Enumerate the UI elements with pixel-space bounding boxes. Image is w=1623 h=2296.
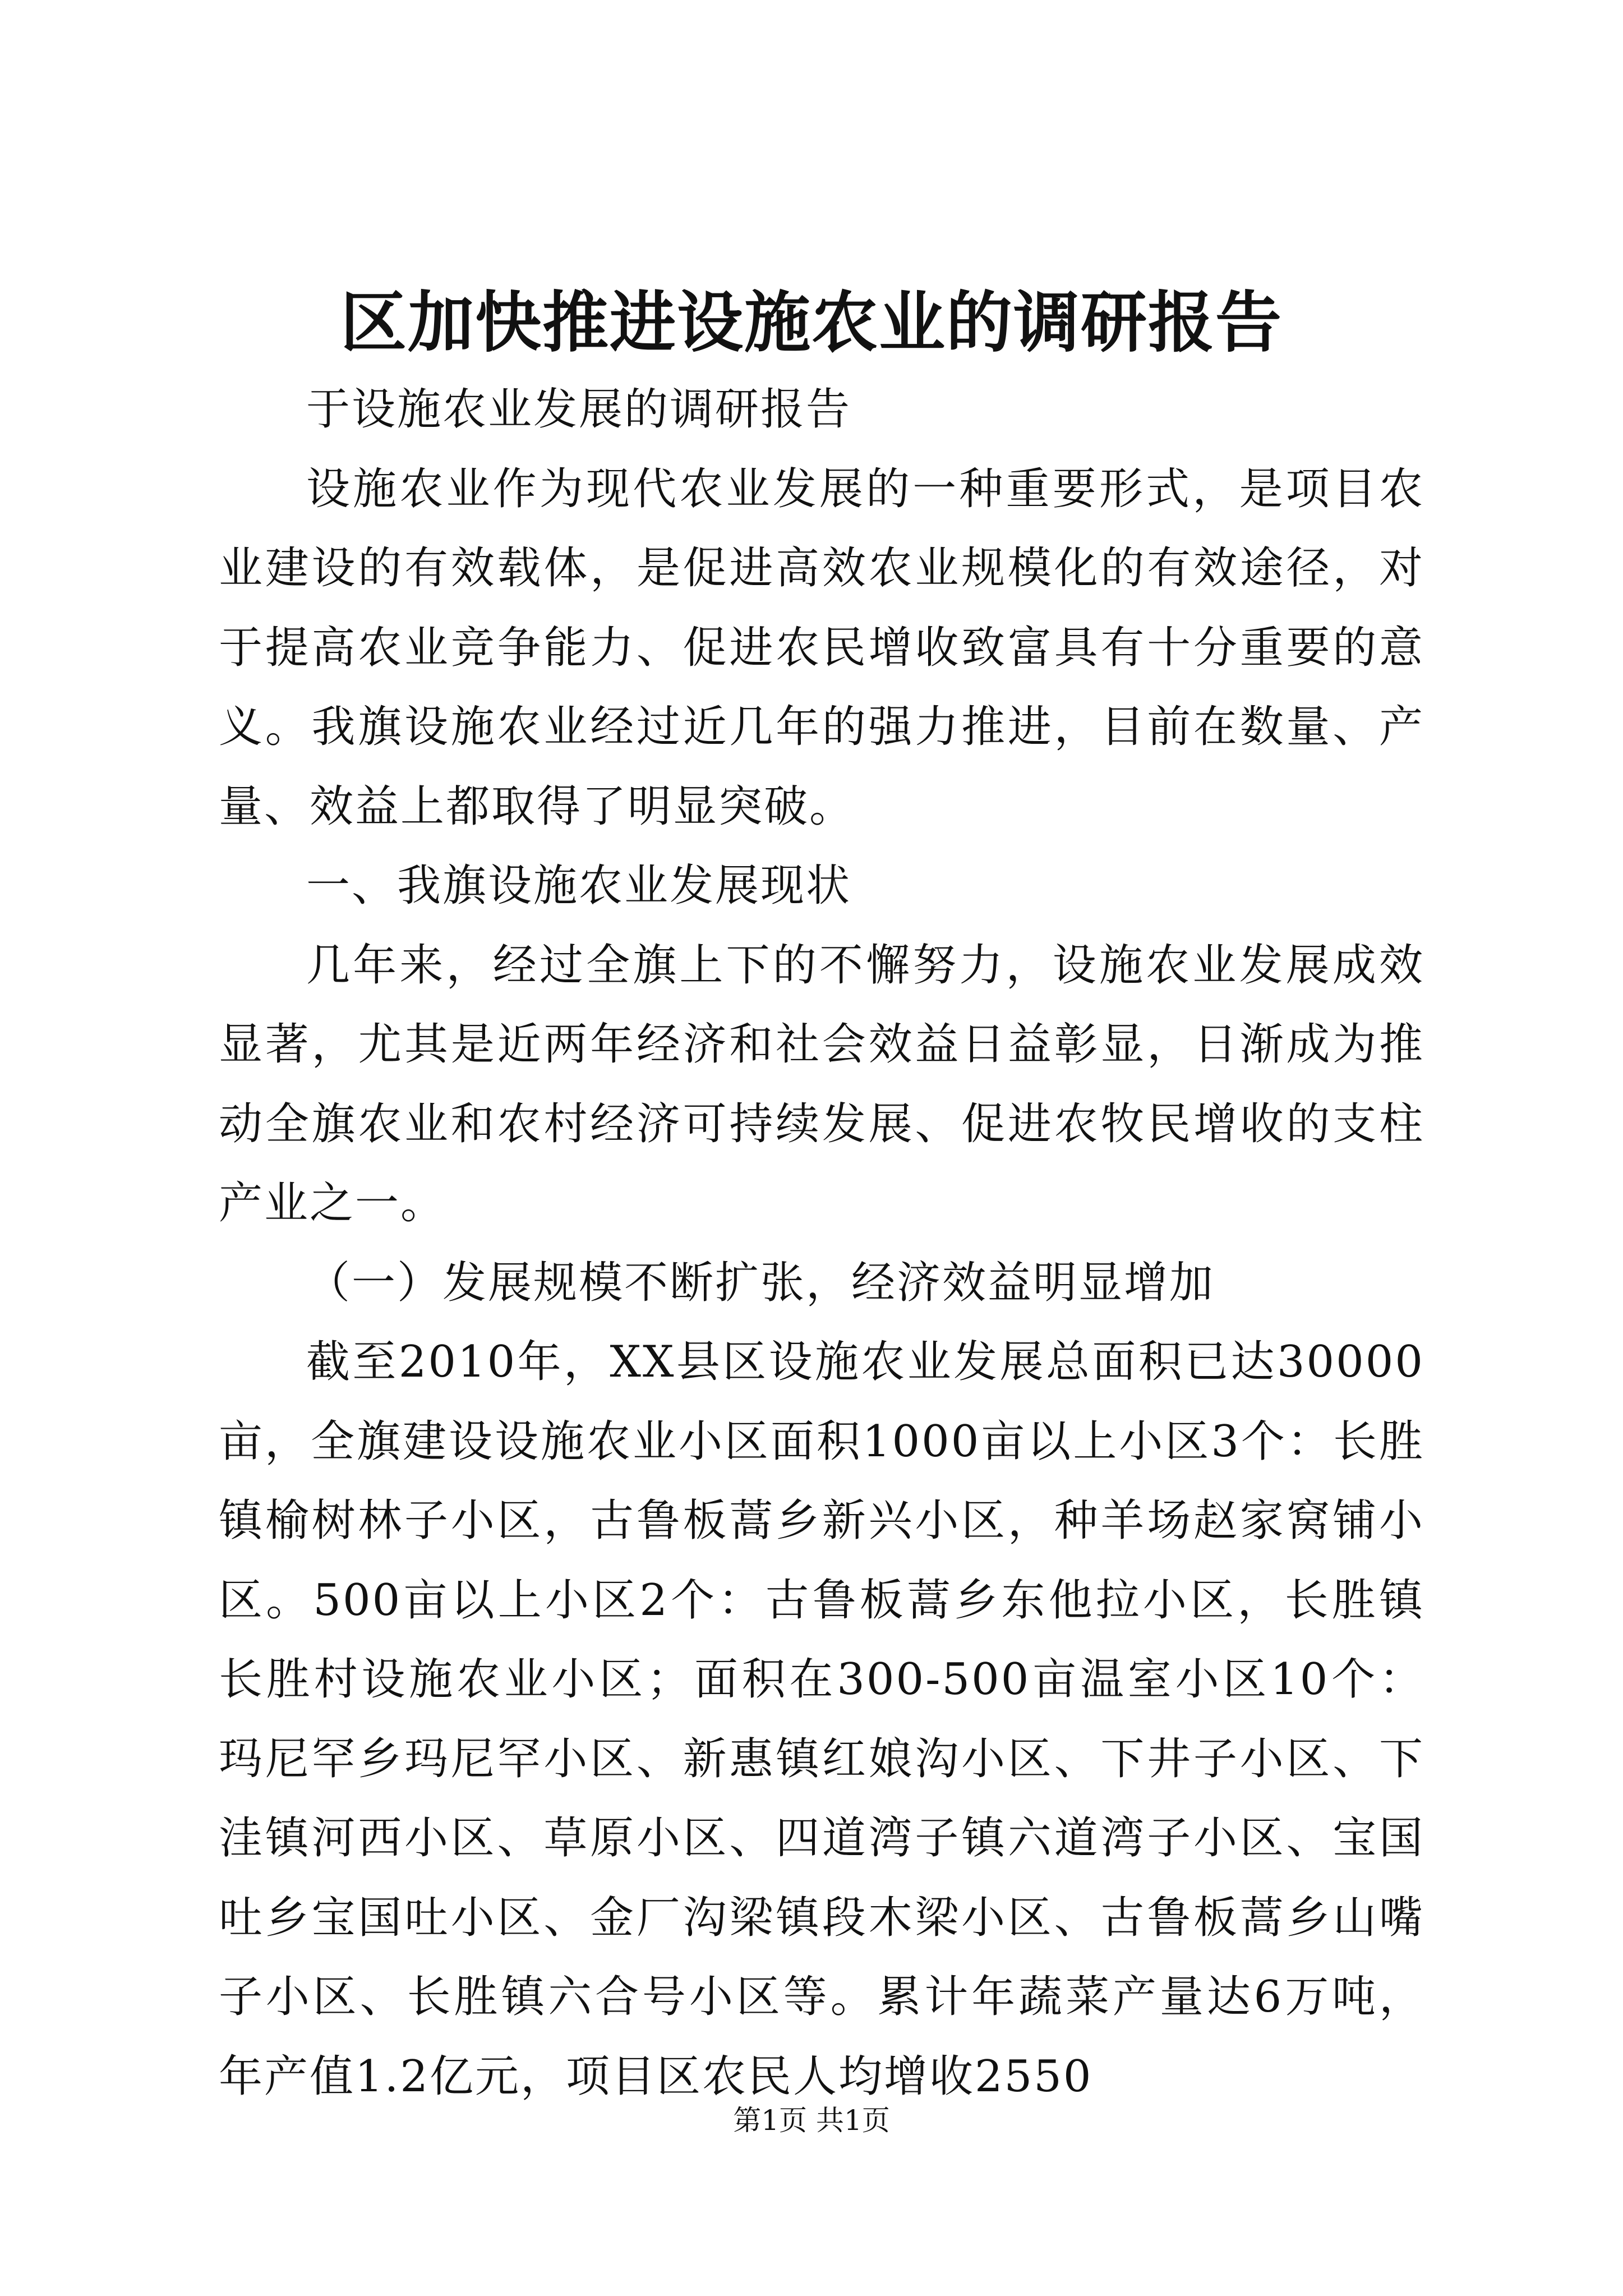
paragraph-intro: 设施农业作为现代农业发展的一种重要形式，是项目农业建设的有效载体，是促进高效农业规模化的有效途径，对于提高农业竞争能力、促进农民增收致富具有十分重要的意义。我旗设施农业经过近几年的强力推进，目前在数量、产量、效益上都取得了明显突破。 <box>219 463 1424 832</box>
document-body <box>219 370 1424 2116</box>
page-footer: 第1页 共1页 <box>733 2104 890 2137</box>
paragraph-subtitle: 于设施农业发展的调研报告 <box>306 384 852 435</box>
document-title: 区加快推进设施农业的调研报告 <box>340 283 1283 361</box>
paragraph-status: 几年来，经过全旗上下的不懈努力，设施农业发展成效显著，尤其是近两年经济和社会效益日益彰显，日渐成为推动全旗农业和农村经济可持续发展、促进农牧民增收的支柱产业之一。 <box>219 940 1424 1228</box>
section-heading-status: 一、我旗设施农业发展现状 <box>306 861 852 911</box>
subsection-heading-scale: （一）发展规模不断扩张，经济效益明显增加 <box>306 1257 1215 1308</box>
paragraph-scale: 截至2010年，XX县区设施农业发展总面积已达30000亩，全旗建设设施农业小区面积1000亩以上小区3个：长胜镇榆树林子小区，古鲁板蒿乡新兴小区，种羊场赵家窝铺小区。500亩以上小区2个：古鲁板蒿乡东他拉小区，长胜镇长胜村设施农业小区；面积在300-500亩温室小区10个：玛尼罕乡玛尼罕小区、新惠镇红娘沟小区、下井子小区、下洼镇河西小区、草原小区、四道湾子镇六道湾子小区、宝国吐乡宝国吐小区、金厂沟梁镇段木梁小区、古鲁板蒿乡山嘴子小区、长胜镇六合号小区等。累计年蔬菜产量达6万吨，年产值1.2亿元，项目区农民人均增收2550 <box>219 1337 1424 2102</box>
